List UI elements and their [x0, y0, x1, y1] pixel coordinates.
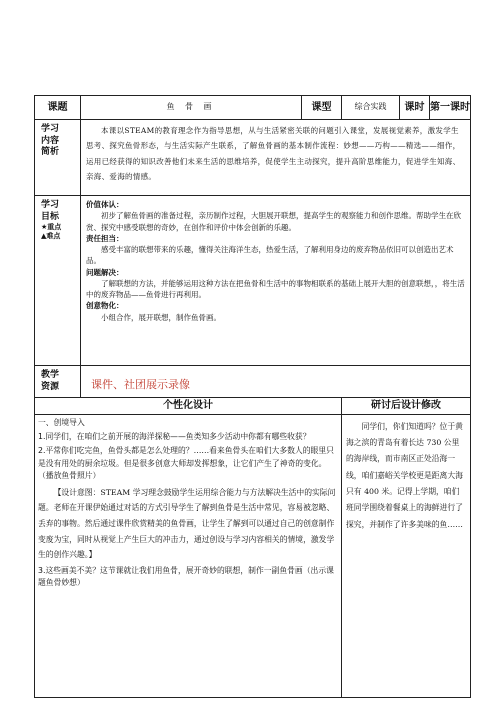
goal-text-responsibility: 感受丰富的联想带来的乐趣，懂得关注海洋生态，热爱生活，了解利用身边的废弃物品依旧可以创造出艺术品。	[86, 245, 454, 266]
type-value: 综合实践	[342, 96, 400, 120]
goals-label-line2: 目标	[41, 211, 60, 222]
goal-heading-responsibility: 责任担当：	[86, 233, 124, 243]
resources-label	[35, 366, 81, 398]
resources-label-line1: 教学	[41, 370, 60, 380]
design-intent-note: 【设计意图：STEAM 学习理念鼓励学生运用综合能力与方法解决生活中的实际问题。老师在开课伊始通过对话的方式引导学生了解到鱼骨是生活中常见，容易被忽略、丢弃的事物。然后通过课件欣赏精美的鱼骨画，让学生了解到可以通过自己的创意制作变废为宝，同时从视觉上产生巨大的冲击力，通过创设与学习内容相关的情境，激发学生的创作兴趣。】	[38, 487, 336, 560]
type-label: 课型	[302, 96, 342, 120]
period-label: 课时	[400, 96, 430, 120]
lesson-plan-table	[34, 95, 471, 698]
resources-label-line2: 资源	[41, 381, 60, 392]
topic-label: 课题	[35, 96, 81, 120]
revise-content: 同学们，你们知道吗？位于黄海之滨的青岛有着长达 730 公里的海岸线，而市南区正处沿海一线，咱们嘉峪关学校更是距离大海只有 400 米。记得上学期，咱们班同学围绕着餐桌上的海鲜进行了探究，并制作了许多美味的鱼……	[342, 414, 471, 697]
header-row	[35, 96, 471, 120]
intro-label-line3: 简析	[41, 147, 60, 158]
design-question-1: 1.同学们，在咱们之前开展的海洋探秘——鱼类知多少活动中你都有哪些收获？	[38, 431, 311, 441]
content-row	[35, 414, 471, 697]
goals-difficult-point: ▲难点	[41, 232, 61, 241]
goals-key-point: ★重点	[41, 223, 62, 232]
design-step-title: 一、创境导入	[38, 417, 85, 427]
goal-heading-creation: 创意物化：	[86, 301, 124, 311]
goal-heading-problem: 问题解决：	[86, 267, 124, 277]
topic-value: 鱼 骨 画	[81, 96, 302, 120]
goals-label-line1: 学习	[41, 200, 60, 210]
intro-label-line1: 学习	[41, 124, 60, 134]
design-content	[35, 414, 342, 697]
design-question-2: 2.平常你们吃完鱼，鱼骨头都是怎么处理的？……看来鱼骨头在咱们大多数人的眼里只是没有用处的厨余垃圾。但是很多创意大师却发挥想象，让它们产生了神奇的变化。（播放鱼骨照片）	[38, 446, 334, 481]
intro-label	[35, 120, 81, 196]
intro-row	[35, 120, 471, 196]
revise-section-title: 研讨后设计修改	[342, 398, 471, 415]
goals-label	[35, 196, 81, 366]
lesson-plan-sheet	[34, 95, 470, 698]
intro-label-line2: 内容	[41, 135, 60, 146]
intro-text: 本课以STEAM的教育理念作为指导思想，从与生活紧密关联的问题引入课堂，发展视觉素养，激发学生思考、探究鱼骨形态，与生活实际产生联系，了解鱼骨画的基本制作流程：妙想——巧构——精选——细作，运用已经获得的知识改善他们未来生活的思维培养，促使学生主动探究，提升高阶思维能力，促进学生知海、亲海、爱海的情感。	[81, 120, 471, 196]
goals-row	[35, 196, 471, 366]
period-value: 第一课时	[430, 96, 471, 120]
goals-content	[81, 196, 471, 366]
goal-heading-value: 价值体认：	[86, 200, 124, 209]
design-question-3: 3.这些画美不美？这节课就让我们用鱼骨，展开奇妙的联想，制作一副鱼骨画（出示课题鱼骨妙想）	[38, 565, 334, 588]
resources-row	[35, 366, 471, 398]
section-title-row	[35, 398, 471, 415]
resources-text: 课件、社团展示录像	[81, 366, 471, 398]
goal-text-creation: 小组合作，展开联想，制作鱼骨画。	[101, 312, 221, 322]
design-section-title: 个性化设计	[35, 398, 342, 415]
goal-text-value: 初步了解鱼骨画的准备过程，亲历制作过程，大胆展开联想，提高学生的观察能力和创作思维。帮助学生在欣赏、探究中感受联想的奇妙，在创作和评价中体会创新的乐趣。	[86, 211, 461, 232]
goal-text-problem: 了解联想的方法，并能够运用这种方法在把鱼骨和生活中的事物相联系的基础上展开大胆的创意联想，，将生活中的废弃物品——鱼骨进行再利用。	[86, 278, 465, 299]
